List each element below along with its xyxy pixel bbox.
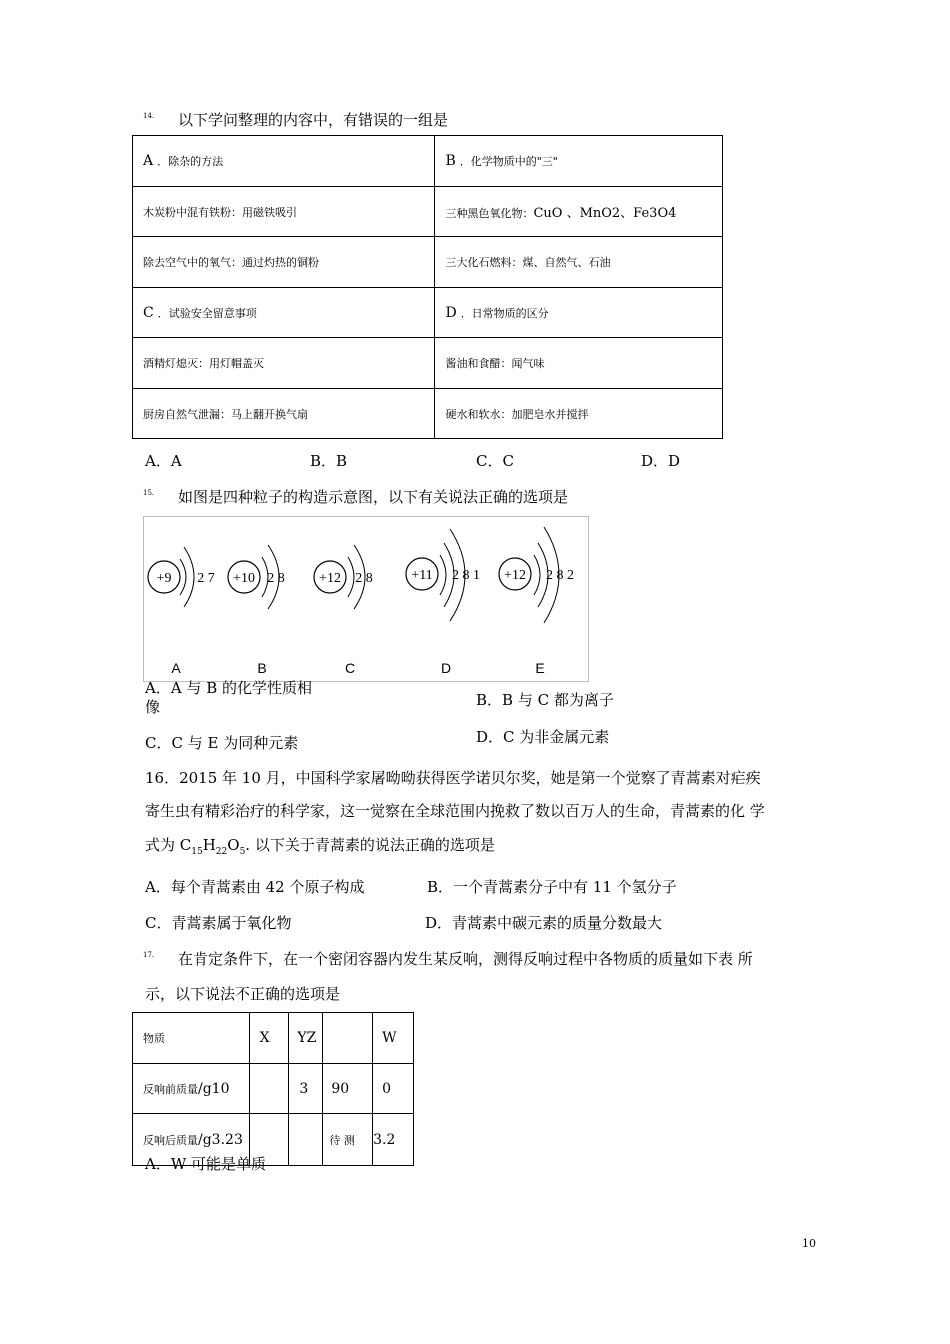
svg-text:A: A — [171, 660, 181, 676]
q16-option-d: D．青蒿素中碳元素的质量分数最大 — [425, 914, 663, 932]
particle-b-diagram — [228, 545, 285, 676]
svg-text:2 8 1: 2 8 1 — [452, 568, 480, 583]
particle-d-diagram — [406, 529, 480, 676]
svg-text:2 8: 2 8 — [267, 571, 285, 586]
svg-text:+11: +11 — [411, 568, 433, 583]
svg-text:+9: +9 — [156, 571, 172, 586]
q14-option-b: B．B — [310, 452, 348, 470]
q14-cell-r3-left: 酒精灯熄灭：用灯帽盖灭 — [133, 338, 435, 389]
q17-row1-label: 反响前质量/g10 — [133, 1064, 250, 1114]
svg-text:+10: +10 — [233, 571, 255, 586]
svg-text:2 8 2: 2 8 2 — [546, 568, 574, 583]
q14-option-d: D．D — [641, 452, 681, 470]
particle-a-diagram — [148, 547, 215, 676]
q17-row2-y — [289, 1114, 323, 1166]
q17-line2: 示，以下说法不正确的选项是 — [145, 985, 341, 1003]
q14-cell-r1-right: 三种黑色氧化物：CuO 、MnO2、Fe3O4 — [435, 187, 723, 237]
q17-table — [132, 1012, 414, 1166]
q14-cell-r1-left: 木炭粉中混有铁粉：用磁铁吸引 — [133, 187, 435, 237]
q15-option-a-line2: 像 — [145, 698, 161, 716]
svg-text:D: D — [440, 660, 452, 676]
q15-option-b: B．B 与 C 都为离子 — [476, 691, 614, 709]
q16-line2: 寄生虫有精彩治疗的科学家，这一觉察在全球范围内挽救了数以百万人的生命，青蒿素的化 学 — [145, 802, 765, 820]
q14-option-a: A．A — [145, 452, 182, 470]
q14-cell-r2-right: 三大化石燃料：煤、自然气、石油 — [435, 237, 723, 288]
q16-line1: 16．2015 年 10 月，中国科学家屠呦呦获得医学诺贝尔奖，她是第一个觉察了青蒿素对疟疾 — [145, 769, 761, 787]
svg-text:E: E — [535, 660, 545, 676]
q15-number: 15. — [143, 489, 155, 497]
atom-diagrams — [144, 517, 588, 681]
q17-row2-z: 待 测 — [323, 1114, 373, 1166]
q14-cell-r4-left: 厨房自然气泄漏：马上翻开换气扇 — [133, 389, 435, 439]
particle-e-diagram — [499, 527, 574, 676]
q15-text: 如图是四种粒子的构造示意图，以下有关说法正确的选项是 — [178, 488, 569, 506]
q14-text: 以下学问整理的内容中，有错误的一组是 — [178, 111, 449, 129]
q17-header-x: X — [249, 1013, 289, 1064]
q16-option-b: B．一个青蒿素分子中有 11 个氢分子 — [427, 878, 677, 896]
q14-number: 14. — [143, 112, 155, 120]
q14-cell-d-title: D ．日常物质的区分 — [435, 288, 723, 338]
particle-c-diagram — [314, 545, 373, 676]
q17-number: 17. — [143, 951, 155, 959]
q14-table — [132, 135, 723, 439]
q17-header-yz: YZ — [289, 1013, 323, 1064]
q14-cell-b-title: B ．化学物质中的"三" — [435, 136, 723, 187]
q17-option-a: A．W 可能是单质 — [145, 1155, 267, 1173]
q15-option-a-line1: A．A 与 B 的化学性质相 — [145, 679, 312, 697]
q14-cell-r2-left: 除去空气中的氧气：通过灼热的铜粉 — [133, 237, 435, 288]
page-number: 10 — [802, 1237, 816, 1250]
q17-row2-label: 反响后质量/g3.23 — [133, 1114, 250, 1166]
q14-cell-a-title: A ．除杂的方法 — [133, 136, 435, 187]
atom-structure-figure — [143, 516, 589, 682]
svg-text:2 7: 2 7 — [197, 571, 215, 586]
q14-cell-r4-right: 硬水和软水：加肥皂水并搅拌 — [435, 389, 723, 439]
q17-row1-x — [249, 1064, 289, 1114]
svg-text:2 8: 2 8 — [355, 571, 373, 586]
q17-header-w: W — [373, 1013, 414, 1064]
q15-option-c: C．C 与 E 为同种元素 — [145, 734, 299, 752]
svg-text:C: C — [344, 660, 356, 676]
q17-header-substance: 物质 — [133, 1013, 250, 1064]
q17-row1-y: 3 — [289, 1064, 323, 1114]
q16-option-a: A．每个青蒿素由 42 个原子构成 — [145, 878, 365, 896]
q16-option-c: C．青蒿素属于氧化物 — [145, 914, 292, 932]
q15-option-d: D．C 为非金属元素 — [476, 728, 610, 746]
svg-text:+12: +12 — [504, 568, 526, 583]
svg-text:+12: +12 — [319, 571, 341, 586]
q14-cell-c-title: C ．试验安全留意事项 — [133, 288, 435, 338]
q14-cell-r3-right: 酱油和食醋：闻气味 — [435, 338, 723, 389]
q17-row1-w: 0 — [373, 1064, 414, 1114]
q17-line1: 在肯定条件下，在一个密闭容器内发生某反响，测得反响过程中各物质的质量如下表 所 — [178, 950, 753, 968]
q17-header-empty — [323, 1013, 373, 1064]
q17-row2-w: 3.2 — [373, 1114, 414, 1166]
q17-row1-z: 90 — [323, 1064, 373, 1114]
svg-text:B: B — [257, 660, 267, 676]
q16-line3: 式为 $C_{15}H_{22}O_5$. 以下关于青蒿素的说法正确的选项是 — [145, 836, 495, 857]
q14-option-c: C．C — [476, 452, 514, 470]
